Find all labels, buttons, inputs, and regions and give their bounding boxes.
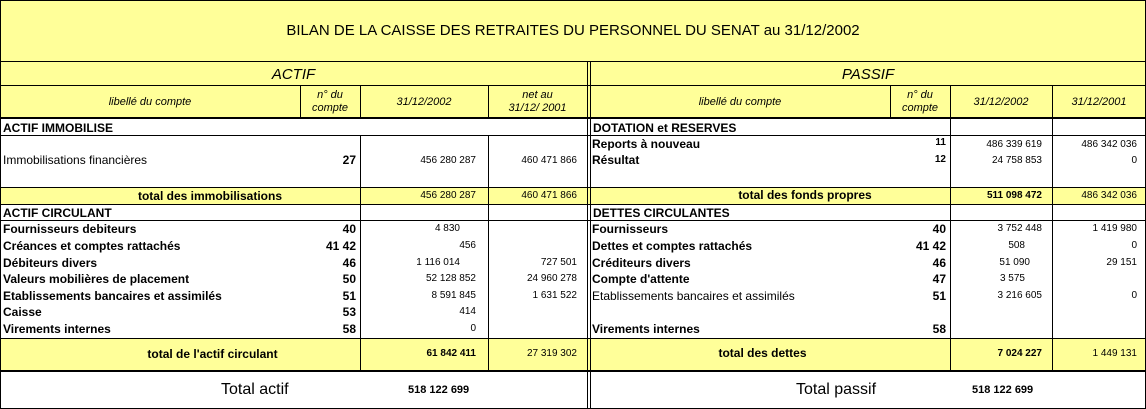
actif-row-label: Etablissements bancaires et assimilés [3, 289, 222, 303]
passif-row-label: Créditeurs divers [592, 256, 691, 270]
actif-row-num: 46 [342, 256, 356, 270]
center-divider-left [587, 61, 588, 409]
actif-col-num-2: compte [311, 102, 349, 114]
passif-row-val: 3 575 [999, 273, 1025, 284]
actif-total-circ-prev: 27 319 302 [526, 348, 577, 359]
actif-row-num: 53 [342, 305, 356, 319]
actif-grand-total-label: Total actif [221, 381, 289, 398]
passif-virements-num: 58 [932, 322, 946, 336]
passif-row-label: Compte d'attente [592, 272, 690, 286]
passif-row-val: 508 [1008, 240, 1025, 251]
actif-row-num: 40 [342, 222, 356, 236]
passif-row-num: 51 [932, 289, 946, 303]
passif-total-fp-val: 511 098 472 [986, 190, 1042, 201]
actif-row-prev: 1 631 522 [532, 290, 577, 301]
passif-result-num: 12 [934, 154, 946, 165]
actif-total-circ-label: total de l'actif circulant [147, 347, 278, 361]
actif-col-num-line-body [360, 135, 361, 371]
actif-row-label: Valeurs mobilières de placement [3, 272, 190, 286]
passif-row-label: Fournisseurs [592, 222, 669, 236]
actif-row-label: Fournisseurs debiteurs [3, 222, 137, 236]
passif-row-prev: 0 [1131, 290, 1137, 301]
actif-row-num: 51 [342, 289, 356, 303]
passif-total-dettes-prev: 1 449 131 [1092, 348, 1137, 359]
passif-row-label: Dettes et comptes rattachés [592, 239, 753, 253]
actif-col-label: libellé du compte [108, 96, 192, 108]
actif-row-val: 52 128 852 [425, 273, 476, 284]
actif-row-num: 58 [342, 322, 356, 336]
actif-row-val: 1 116 014 [416, 257, 460, 268]
header-bottom-line [0, 117, 1146, 119]
passif-section-dotation: DOTATION et RESERVES [593, 121, 737, 135]
section2-line [0, 220, 1146, 221]
page-title: BILAN DE LA CAISSE DES RETRAITES DU PERSONNEL DU SENAT au 31/12/2002 [286, 22, 860, 39]
actif-total-immo-prev: 460 471 866 [521, 190, 577, 201]
actif-row-prev: 24 960 278 [526, 273, 577, 284]
passif-virements-label: Virements internes [592, 322, 700, 336]
actif-row-label: Virements internes [3, 322, 111, 336]
passif-heading: PASSIF [841, 66, 895, 83]
actif-total-immo-val: 456 280 287 [420, 190, 476, 201]
actif-row-label: Créances et comptes rattachés [3, 239, 181, 253]
total1-top-line [0, 187, 1146, 188]
actif-row-val: 456 [459, 240, 476, 251]
passif-report-label: Reports à nouveau [592, 137, 701, 151]
passif-row-num: 47 [932, 272, 946, 286]
total2-top-line [0, 338, 1146, 339]
actif-immo-label: Immobilisations financières [3, 153, 148, 167]
passif-col-date: 31/12/2002 [973, 96, 1029, 108]
passif-result-prev: 0 [1131, 155, 1137, 166]
actif-row-label: Débiteurs divers [3, 256, 98, 270]
actif-col-date: 31/12/2002 [396, 96, 452, 108]
passif-row-val: 3 752 448 [997, 223, 1042, 234]
actif-section-immobilise: ACTIF IMMOBILISE [3, 121, 113, 135]
passif-grand-total-label: Total passif [796, 381, 877, 398]
passif-total-fp-label: total des fonds propres [738, 188, 872, 202]
actif-row-val: 414 [459, 306, 476, 317]
actif-immo-val: 456 280 287 [420, 155, 476, 166]
actif-immo-prev: 460 471 866 [521, 155, 577, 166]
side-heading-line [0, 85, 1146, 86]
passif-grand-total-val: 518 122 699 [972, 384, 1034, 396]
passif-row-num: 40 [932, 222, 946, 236]
section1-line [0, 135, 1146, 136]
passif-section-dettes: DETTES CIRCULANTES [593, 206, 730, 220]
passif-total-fp-prev: 486 342 036 [1081, 190, 1137, 201]
passif-row-prev: 1 419 980 [1092, 223, 1137, 234]
actif-col-prev-2: 31/12/ 2001 [508, 102, 567, 114]
actif-section-circulant: ACTIF CIRCULANT [3, 206, 112, 220]
passif-col-label: libellé du compte [698, 96, 782, 108]
actif-row-val: 4 830 [434, 223, 460, 234]
passif-result-val: 24 758 853 [991, 155, 1042, 166]
passif-row-num: 41 42 [915, 239, 946, 253]
title-line [0, 61, 1146, 62]
passif-total-dettes-label: total des dettes [718, 346, 807, 360]
passif-row-prev: 29 151 [1106, 257, 1137, 268]
passif-row-num: 46 [932, 256, 946, 270]
passif-row-val: 51 090 [999, 257, 1030, 268]
actif-row-prev: 727 501 [540, 257, 577, 268]
actif-grand-total-val: 518 122 699 [408, 384, 470, 396]
actif-total-circ-val: 61 842 411 [426, 348, 476, 359]
passif-report-num: 11 [935, 137, 946, 148]
passif-row-prev: 0 [1131, 240, 1137, 251]
passif-row-label: Etablissements bancaires et assimilés [592, 289, 795, 303]
actif-row-val: 0 [470, 323, 476, 334]
actif-col-prev-line-body [488, 135, 489, 371]
passif-col-prev: 31/12/2001 [1071, 96, 1127, 108]
passif-report-val: 486 339 619 [986, 139, 1042, 150]
actif-heading: ACTIF [271, 66, 316, 83]
actif-total-immo-label: total des immobilisations [137, 189, 283, 203]
actif-immo-num: 27 [342, 153, 356, 167]
passif-total-dettes-val: 7 024 227 [997, 348, 1042, 359]
passif-report-prev: 486 342 036 [1081, 139, 1137, 150]
actif-row-num: 41 42 [325, 239, 356, 253]
actif-row-label: Caisse [3, 305, 42, 319]
actif-row-val: 8 591 845 [431, 290, 476, 301]
passif-col-num-2: compte [901, 102, 939, 114]
actif-row-num: 50 [342, 272, 356, 286]
grand-top-line [0, 370, 1146, 372]
total1-bottom-line [0, 204, 1146, 205]
actif-col-num-1: n° du [317, 89, 343, 101]
passif-result-label: Résultat [592, 153, 640, 167]
passif-col-num-1: n° du [907, 89, 933, 101]
actif-col-prev-1: net au [522, 89, 553, 101]
passif-row-val: 3 216 605 [997, 290, 1042, 301]
